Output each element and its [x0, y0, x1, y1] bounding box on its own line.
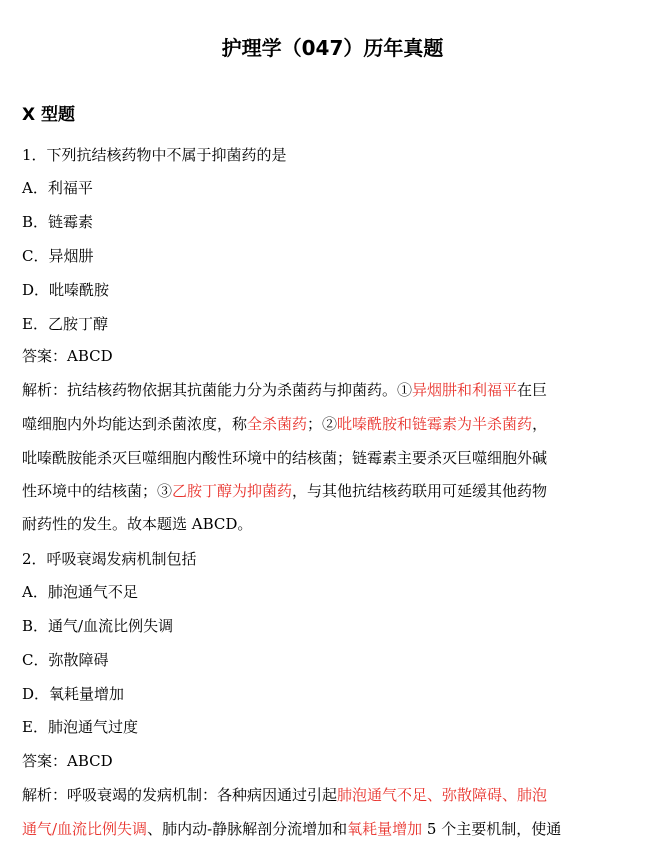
explanation-text: 在巨 — [517, 381, 548, 399]
question-1-answer: 答案：ABCD — [22, 347, 113, 365]
question-1-explanation-line — [22, 480, 644, 502]
explanation-highlight: 氧耗量增加 — [347, 820, 423, 838]
question-2-answer: 答案：ABCD — [22, 752, 113, 770]
explanation-text: 解析：抗结核药物依据其抗菌能力分为杀菌药与抑菌药。① — [22, 381, 413, 399]
question-2-explanation-line — [22, 784, 644, 806]
explanation-text: 性环境中的结核菌；③ — [22, 482, 173, 500]
explanation-highlight: 乙胺丁醇为抑菌药 — [172, 482, 293, 500]
page-title: 护理学（047）历年真题 — [221, 36, 444, 60]
explanation-text: ，与其他抗结核药联用可延缓其他药物 — [292, 482, 548, 500]
explanation-highlight: 吡嗪酰胺和链霉素为半杀菌药 — [337, 415, 533, 433]
explanation-text: ；② — [307, 415, 338, 433]
question-1-option-d: D．吡嗪酰胺 — [22, 281, 110, 299]
explanation-highlight: 通气/血流比例失调 — [22, 820, 148, 838]
question-1-explanation-line — [22, 413, 644, 435]
question-2-option-b: B．通气/血流比例失调 — [22, 617, 174, 635]
question-2-option-c: C．弥散障碍 — [22, 651, 109, 669]
question-1-option-a: A．利福平 — [22, 179, 93, 197]
question-2-stem: 2．呼吸衰竭发病机制包括 — [22, 550, 197, 568]
question-2-explanation-line — [22, 818, 644, 840]
explanation-text: 解析：呼吸衰竭的发病机制：各种病因通过引起 — [22, 786, 338, 804]
explanation-highlight: 异烟肼和利福平 — [412, 381, 518, 399]
question-1-option-b: B．链霉素 — [22, 213, 94, 231]
question-1-option-e: E．乙胺丁醇 — [22, 315, 108, 333]
explanation-text: 5 个主要机制，使通 — [422, 820, 562, 838]
question-2-option-e: E．肺泡通气过度 — [22, 718, 138, 736]
explanation-text: ， — [532, 415, 548, 433]
question-2-option-d: D．氧耗量增加 — [22, 685, 125, 703]
question-1-explanation-line — [22, 379, 644, 401]
question-1-explanation-line: 耐药性的发生。故本题选 ABCD。 — [22, 515, 253, 533]
explanation-text: 、肺内动-静脉解剖分流增加和 — [147, 820, 348, 838]
section-heading: X 型题 — [22, 105, 76, 125]
question-2-option-a: A．肺泡通气不足 — [22, 583, 138, 601]
question-1-option-c: C．异烟肼 — [22, 247, 94, 265]
question-1-stem: 1．下列抗结核药物中不属于抑菌药的是 — [22, 146, 287, 164]
explanation-highlight: 全杀菌药 — [247, 415, 308, 433]
question-1-explanation-line: 吡嗪酰胺能杀灭巨噬细胞内酸性环境中的结核菌；链霉素主要杀灭巨噬细胞外碱 — [22, 449, 548, 467]
explanation-text: 噬细胞内外均能达到杀菌浓度，称 — [22, 415, 248, 433]
explanation-highlight: 肺泡通气不足、弥散障碍、肺泡 — [337, 786, 548, 804]
